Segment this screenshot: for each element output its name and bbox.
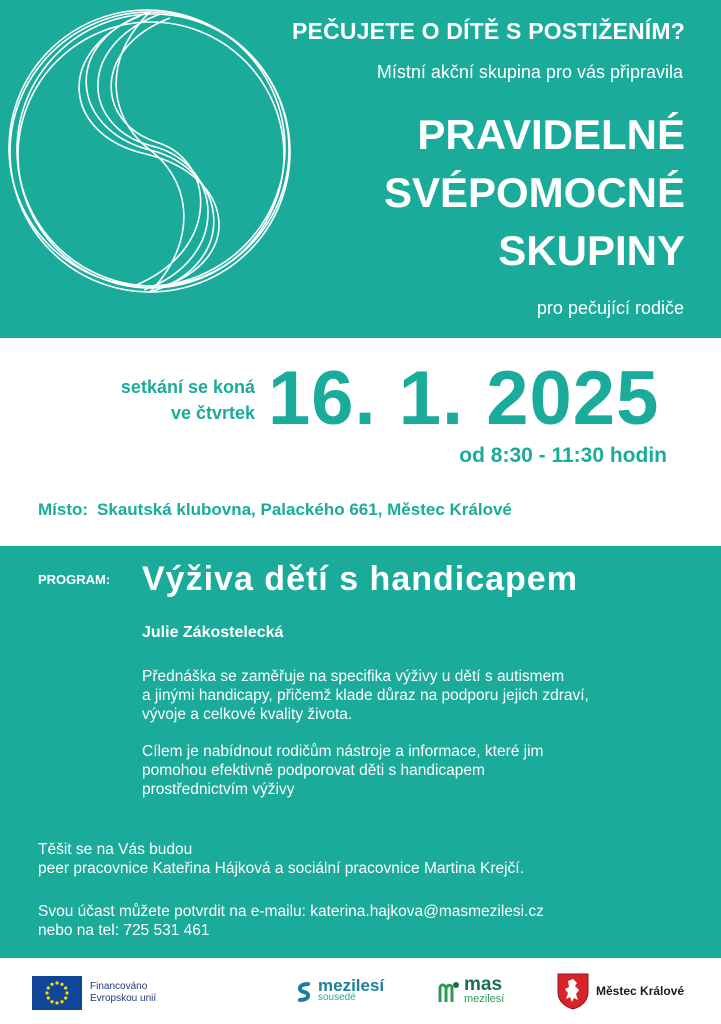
header-banner bbox=[0, 0, 721, 338]
goal-line: pomohou efektivně podporovat děti s handicapem bbox=[142, 762, 485, 779]
speaker-name: Julie Zákostelecká bbox=[142, 624, 284, 641]
contact-text bbox=[38, 902, 544, 940]
audience-text: pro pečující rodiče bbox=[536, 298, 684, 318]
goal-line: Cílem je nabídnout rodičům nástroje a informace, které jim bbox=[142, 743, 544, 760]
goal-line: prostřednictvím výživy bbox=[142, 781, 295, 798]
main-title-line: PRAVIDELNÉ bbox=[417, 111, 685, 158]
program-section bbox=[0, 546, 721, 958]
program-label: PROGRAM: bbox=[38, 572, 111, 587]
eu-funding-logo bbox=[32, 976, 156, 1010]
mas-leaf-icon bbox=[438, 980, 460, 1004]
sousede-name: mezilesí bbox=[318, 976, 385, 995]
program-description bbox=[142, 667, 682, 724]
eu-text-line: Evropskou unií bbox=[90, 993, 157, 1004]
program-goal bbox=[142, 742, 682, 799]
event-intro bbox=[121, 374, 255, 426]
town-coat-of-arms-icon bbox=[556, 972, 590, 1010]
partner-logos bbox=[0, 958, 721, 1024]
main-title-line: SKUPINY bbox=[498, 227, 685, 274]
mas-name: mas bbox=[464, 974, 503, 995]
event-intro-line: setkání se koná bbox=[120, 377, 255, 397]
event-intro-line: ve čtvrtek bbox=[170, 403, 255, 423]
eu-funding-text bbox=[90, 981, 156, 1005]
event-place bbox=[38, 500, 512, 520]
sousede-swirl-icon bbox=[294, 981, 314, 1003]
eu-flag-icon bbox=[32, 976, 82, 1010]
place-label: Místo: bbox=[38, 500, 89, 519]
contact-line: nebo na tel: 725 531 461 bbox=[38, 922, 210, 939]
event-time: od 8:30 - 11:30 hodin bbox=[459, 444, 667, 467]
hosts-line: Těšit se na Vás budou bbox=[38, 841, 193, 858]
event-date: 16. 1. 2025 bbox=[268, 356, 660, 441]
headline-subtitle: Místní akční skupina pro vás připravila bbox=[376, 62, 683, 82]
main-title bbox=[384, 106, 685, 280]
contact-line: Svou účast můžete potvrdit na e-mailu: katerina.hajkova@masmezilesi.cz bbox=[38, 903, 544, 920]
sousede-sub: sousedé bbox=[318, 992, 356, 1003]
description-line: a jinými handicapy, přičemž klade důraz na podporu jejich zdraví, bbox=[142, 687, 589, 704]
description-line: vývoje a celkové kvality života. bbox=[142, 706, 353, 723]
swirl-logo-icon bbox=[0, 0, 300, 300]
mestec-kralove-logo bbox=[556, 972, 684, 1010]
hosts-text bbox=[38, 840, 524, 878]
program-title: Výživa dětí s handicapem bbox=[142, 560, 578, 598]
mezilesi-sousede-logo bbox=[294, 976, 385, 1004]
headline-question: PEČUJETE O DÍTĚ S POSTIŽENÍM? bbox=[291, 18, 685, 44]
mas-sub: mezilesí bbox=[464, 993, 505, 1005]
town-name: Městec Králové bbox=[596, 984, 685, 998]
hosts-line: peer pracovnice Kateřina Hájková a sociální pracovnice Martina Krejčí. bbox=[38, 860, 524, 877]
main-title-line: SVÉPOMOCNÉ bbox=[383, 169, 685, 216]
eu-text-line: Financováno bbox=[90, 981, 148, 992]
place-value: Skautská klubovna, Palackého 661, Městec Králové bbox=[97, 500, 512, 519]
mas-mezilesi-logo bbox=[438, 974, 505, 1006]
description-line: Přednáška se zaměřuje na specifika výživy u dětí s autismem bbox=[142, 668, 565, 685]
